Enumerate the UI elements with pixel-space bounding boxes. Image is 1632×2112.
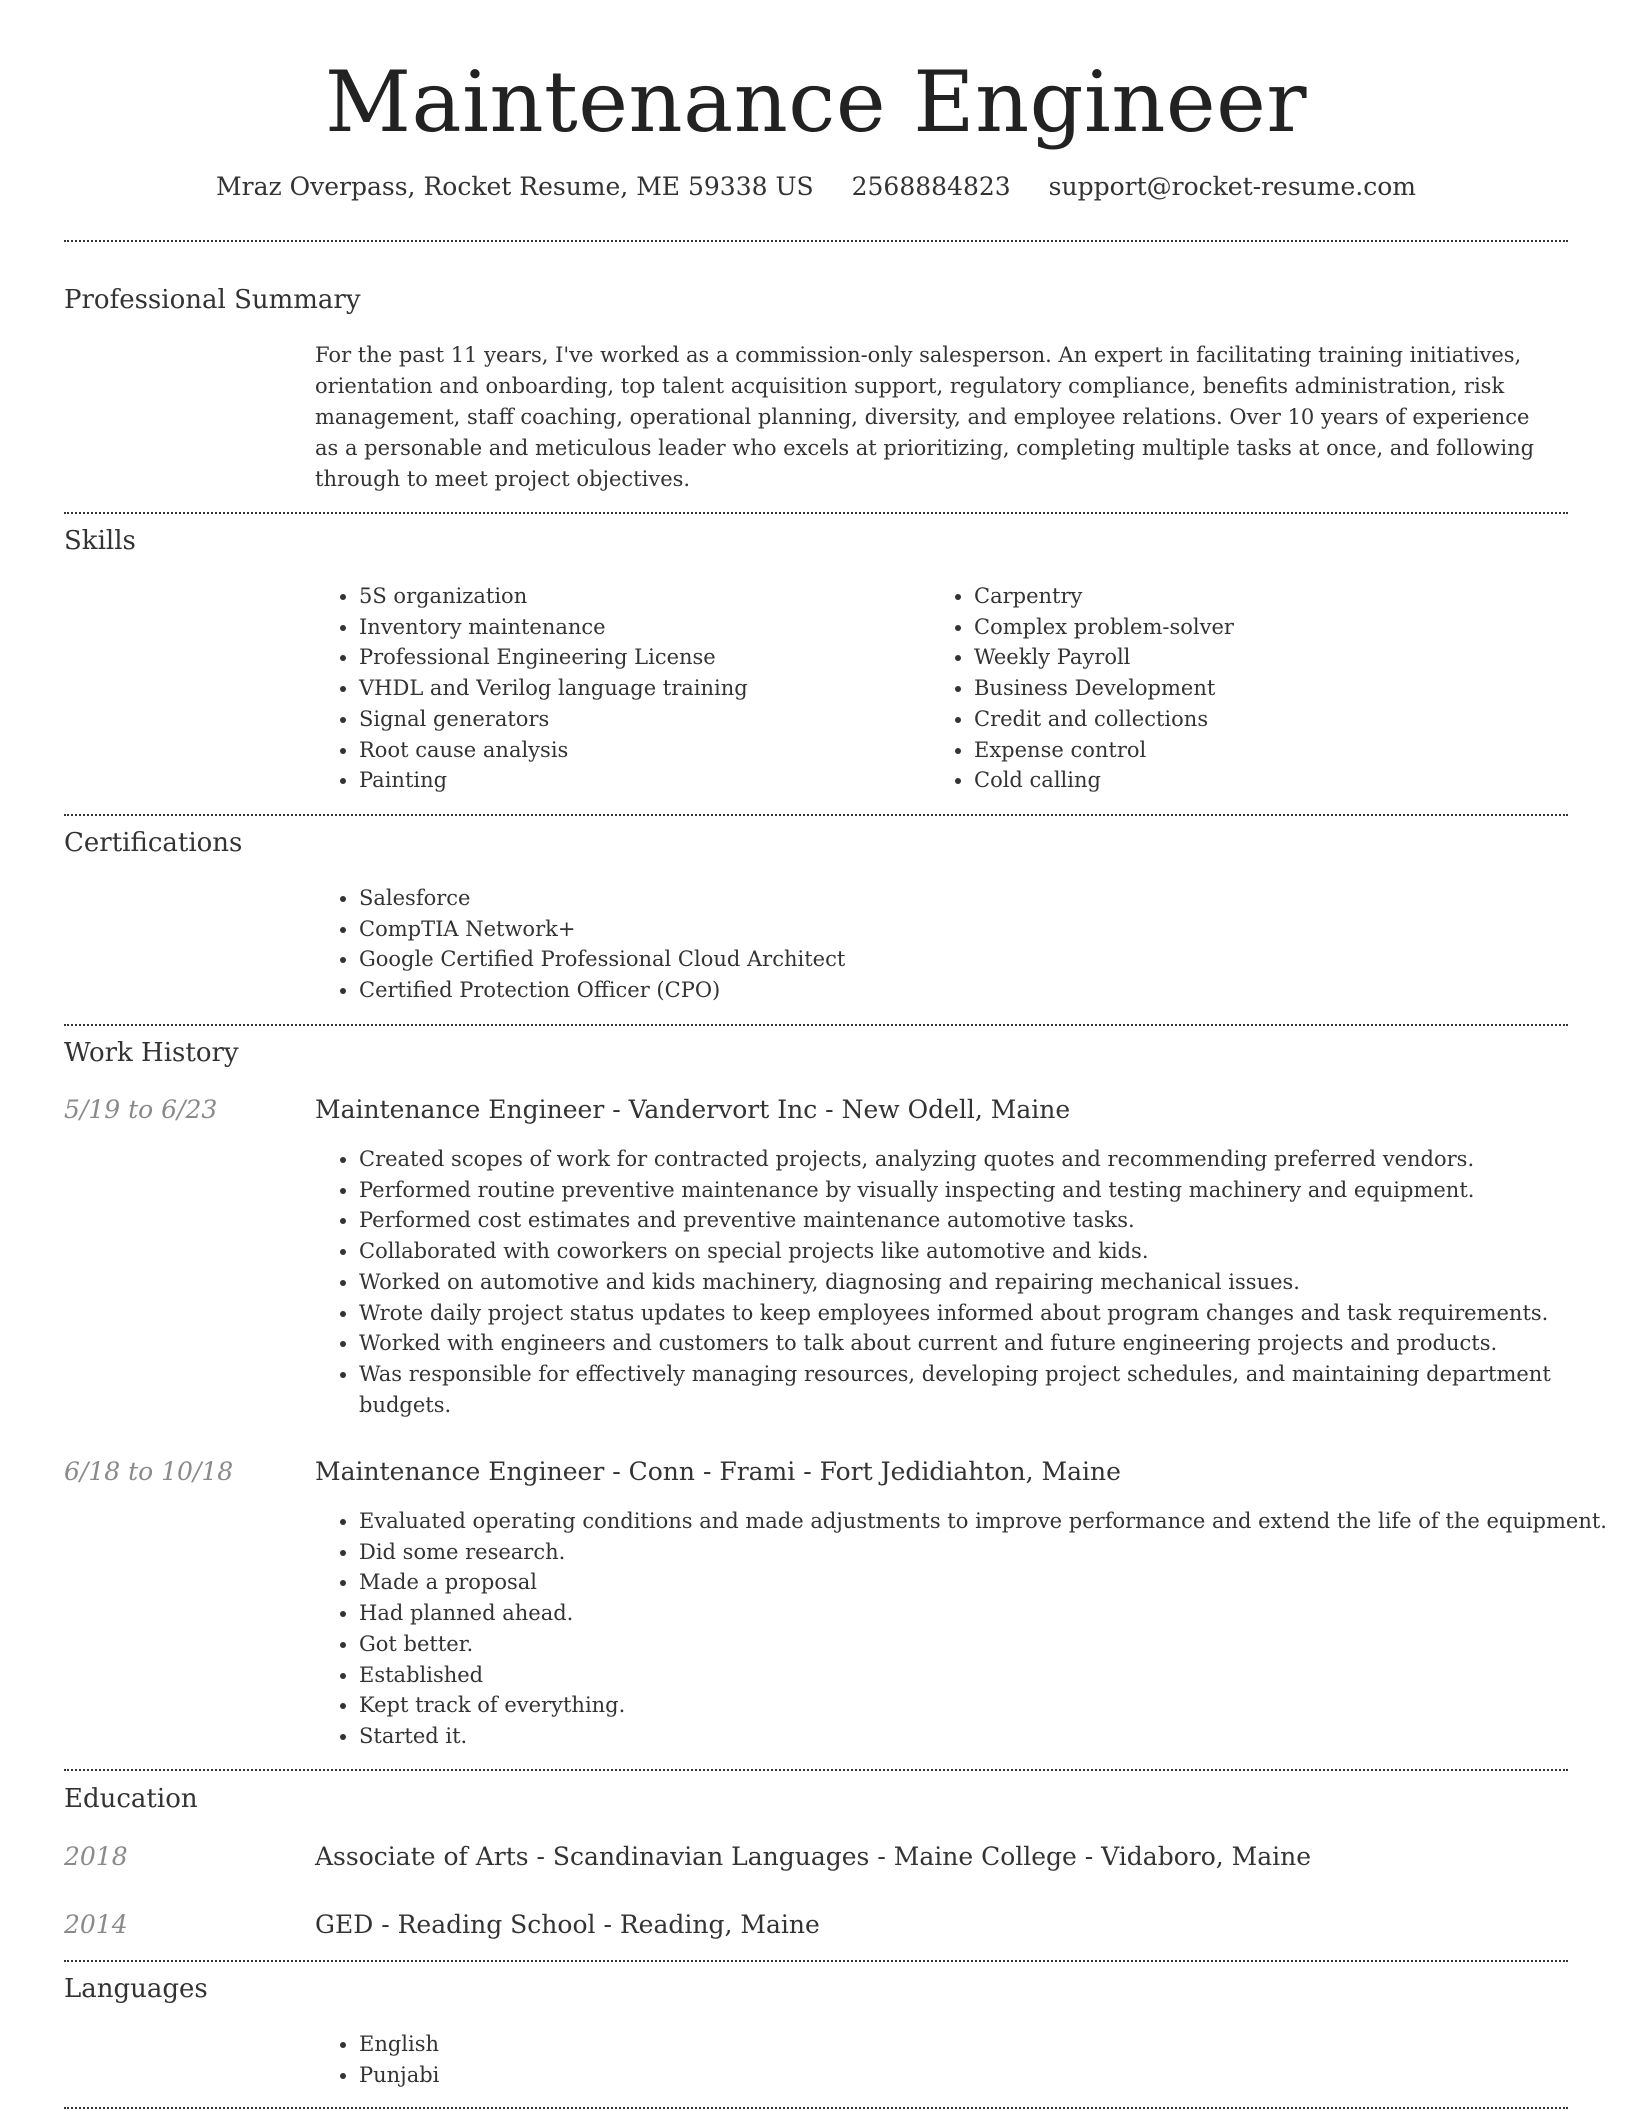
list-item: • VHDL and Verilog language training — [359, 673, 919, 704]
list-item: • Certified Protection Officer (CPO) — [359, 975, 1559, 1006]
list-item: • Weekly Payroll — [974, 642, 1534, 673]
section-title-summary: Professional Summary — [64, 285, 361, 315]
section-title-skills: Skills — [64, 526, 136, 556]
education-title: Associate of Arts - Scandinavian Languages - Maine College - Vidaboro, Maine — [315, 1842, 1312, 1871]
resume-name: Maintenance Engineer — [325, 53, 1307, 151]
list-item: • Performed cost estimates and preventive maintenance automotive tasks. — [359, 1205, 1609, 1236]
list-item: • Established — [359, 1660, 1609, 1691]
job-bullets — [315, 1144, 1609, 1420]
list-item: • Salesforce — [359, 883, 1559, 914]
section-title-work-history: Work History — [64, 1038, 239, 1068]
contact-address: Mraz Overpass, Rocket Resume, ME 59338 US — [216, 172, 814, 201]
job-date: 5/19 to 6/23 — [64, 1095, 218, 1124]
list-item: • Cold calling — [974, 765, 1534, 796]
list-item: • Performed routine preventive maintenance by visually inspecting and testing machinery and equipment. — [359, 1175, 1609, 1206]
list-item: • Made a proposal — [359, 1567, 1609, 1598]
job-bullets — [315, 1506, 1609, 1752]
list-item: • Carpentry — [974, 581, 1534, 612]
list-item: • Worked on automotive and kids machinery, diagnosing and repairing mechanical issues. — [359, 1267, 1609, 1298]
education-date: 2014 — [64, 1910, 128, 1939]
languages-list — [315, 2029, 959, 2090]
list-item: • Kept track of everything. — [359, 1690, 1609, 1721]
list-item: • Painting — [359, 765, 919, 796]
list-item: • Was responsible for effectively managing resources, developing project schedules, and maintaining department budgets. — [359, 1359, 1609, 1420]
divider — [64, 1769, 1568, 1771]
list-item: • Root cause analysis — [359, 735, 919, 766]
list-item: • Did some research. — [359, 1537, 1609, 1568]
divider — [64, 2107, 1568, 2109]
list-item: • Got better. — [359, 1629, 1609, 1660]
list-item: • Wrote daily project status updates to keep employees informed about program changes and task requirements. — [359, 1298, 1609, 1329]
list-item: • Worked with engineers and customers to talk about current and future engineering projects and products. — [359, 1328, 1609, 1359]
contact-email: support@rocket-resume.com — [1048, 172, 1416, 201]
list-item: • Collaborated with coworkers on special projects like automotive and kids. — [359, 1236, 1609, 1267]
divider — [64, 814, 1568, 816]
divider — [64, 240, 1568, 242]
list-item: • Had planned ahead. — [359, 1598, 1609, 1629]
list-item: • Inventory maintenance — [359, 612, 919, 643]
list-item: • English — [359, 2029, 959, 2060]
education-title: GED - Reading School - Reading, Maine — [315, 1910, 820, 1939]
section-title-languages: Languages — [64, 1974, 208, 2004]
list-item: • Professional Engineering License — [359, 642, 919, 673]
section-title-education: Education — [64, 1784, 198, 1814]
list-item: • Created scopes of work for contracted projects, analyzing quotes and recommending preferred vendors. — [359, 1144, 1609, 1175]
list-item: • Google Certified Professional Cloud Architect — [359, 944, 1559, 975]
section-title-certifications: Certifications — [64, 828, 243, 858]
list-item: • Started it. — [359, 1721, 1609, 1752]
skills-list-right — [930, 581, 1534, 796]
list-item: • Evaluated operating conditions and made adjustments to improve performance and extend the life of the equipment. — [359, 1506, 1609, 1537]
list-item: • Complex problem-solver — [974, 612, 1534, 643]
list-item: • Punjabi — [359, 2060, 959, 2091]
certifications-list — [315, 883, 1559, 1006]
divider — [64, 1024, 1568, 1026]
list-item: • Expense control — [974, 735, 1534, 766]
contact-line — [0, 170, 1632, 204]
job-title: Maintenance Engineer - Vandervort Inc - New Odell, Maine — [315, 1095, 1071, 1124]
list-item: • Business Development — [974, 673, 1534, 704]
job-title: Maintenance Engineer - Conn - Frami - Fort Jedidiahton, Maine — [315, 1457, 1121, 1486]
summary-text: For the past 11 years, I've worked as a commission-only salesperson. An expert in facilitating training initiatives, orientation and onboarding, top talent acquisition support, regulatory compliance, benefits administration, risk management, staff coaching, operational planning, diversity, and employee relations. Over 10 years of experience as a personable and meticulous leader who excels at prioritizing, completing multiple tasks at once, and following through to meet project objectives. — [315, 343, 1535, 491]
job-date: 6/18 to 10/18 — [64, 1457, 234, 1486]
divider — [64, 1960, 1568, 1962]
list-item: • Credit and collections — [974, 704, 1534, 735]
list-item: • CompTIA Network+ — [359, 914, 1559, 945]
education-date: 2018 — [64, 1842, 128, 1871]
list-item: • 5S organization — [359, 581, 919, 612]
skills-list-left — [315, 581, 919, 796]
contact-phone: 2568884823 — [851, 172, 1011, 201]
divider — [64, 512, 1568, 514]
list-item: • Signal generators — [359, 704, 919, 735]
